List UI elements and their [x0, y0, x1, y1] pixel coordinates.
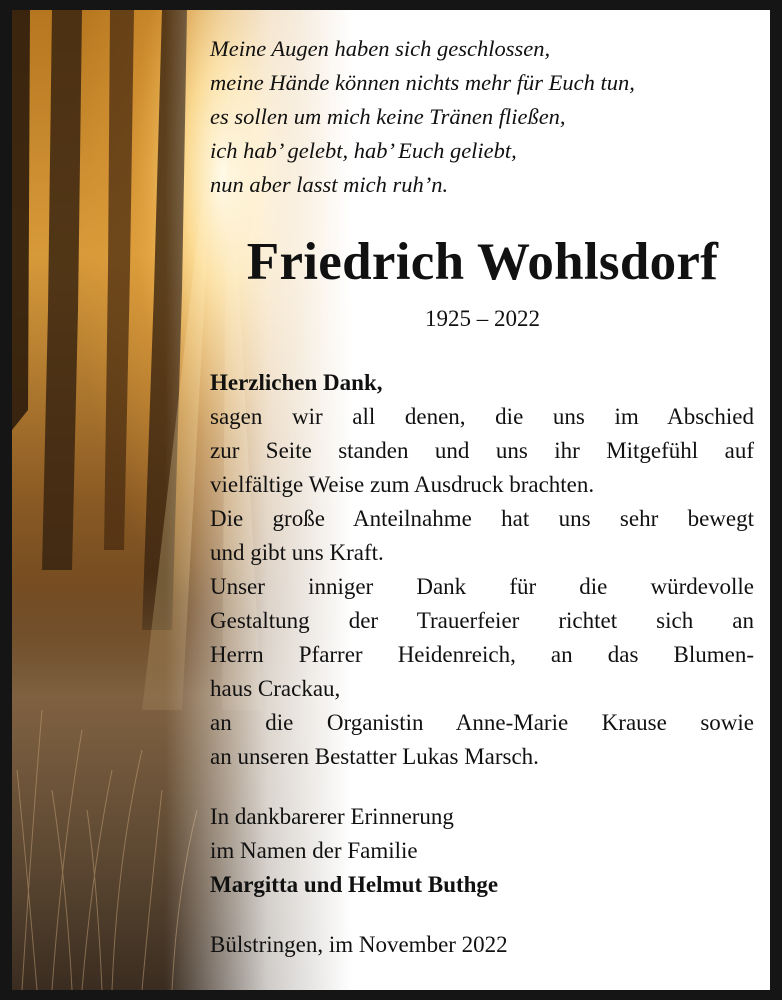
- verse-line: meine Hände können nichts mehr für Euch tun,: [210, 70, 635, 95]
- closing-line: In dankbarerer Erinnerung: [210, 804, 454, 829]
- message-line: haus Crackau,: [210, 676, 341, 701]
- message-line: Herrn Pfarrer Heidenreich, an das Blumen-: [210, 642, 754, 667]
- message-line: an die Organistin Anne-Marie Krause sowie: [210, 710, 754, 735]
- obituary-card: [12, 10, 770, 990]
- verse-line: ich hab’ gelebt, hab’ Euch geliebt,: [210, 138, 517, 163]
- message-line: Die große Anteilnahme hat uns sehr bewegt: [210, 506, 754, 531]
- message-line: zur Seite standen und uns ihr Mitgefühl auf: [210, 438, 754, 463]
- message-line: Gestaltung der Trauerfeier richtet sich an: [210, 608, 754, 633]
- message-line: und gibt uns Kraft.: [210, 540, 384, 565]
- verse-line: Meine Augen haben sich geschlossen,: [210, 36, 551, 61]
- memorial-verse: [210, 32, 760, 202]
- life-years: 1925 – 2022: [425, 306, 540, 331]
- family-signers: Margitta und Helmut Buthge: [210, 872, 499, 897]
- place-and-date: Bülstringen, im November 2022: [210, 932, 508, 957]
- verse-line: es sollen um mich keine Tränen fließen,: [210, 104, 566, 129]
- thanks-heading: Herzlichen Dank,: [210, 370, 383, 395]
- message-line: sagen wir all denen, die uns im Abschied: [210, 404, 754, 429]
- message-line: vielfältige Weise zum Ausdruck brachten.: [210, 472, 595, 497]
- closing-block: [210, 800, 754, 902]
- thanks-message: [210, 366, 754, 774]
- closing-line: im Namen der Familie: [210, 838, 418, 863]
- message-line: Unser inniger Dank für die würdevolle: [210, 574, 754, 599]
- deceased-name: Friedrich Wohlsdorf: [246, 233, 719, 291]
- verse-line: nun aber lasst mich ruh’n.: [210, 172, 449, 197]
- message-line: an unseren Bestatter Lukas Marsch.: [210, 744, 539, 769]
